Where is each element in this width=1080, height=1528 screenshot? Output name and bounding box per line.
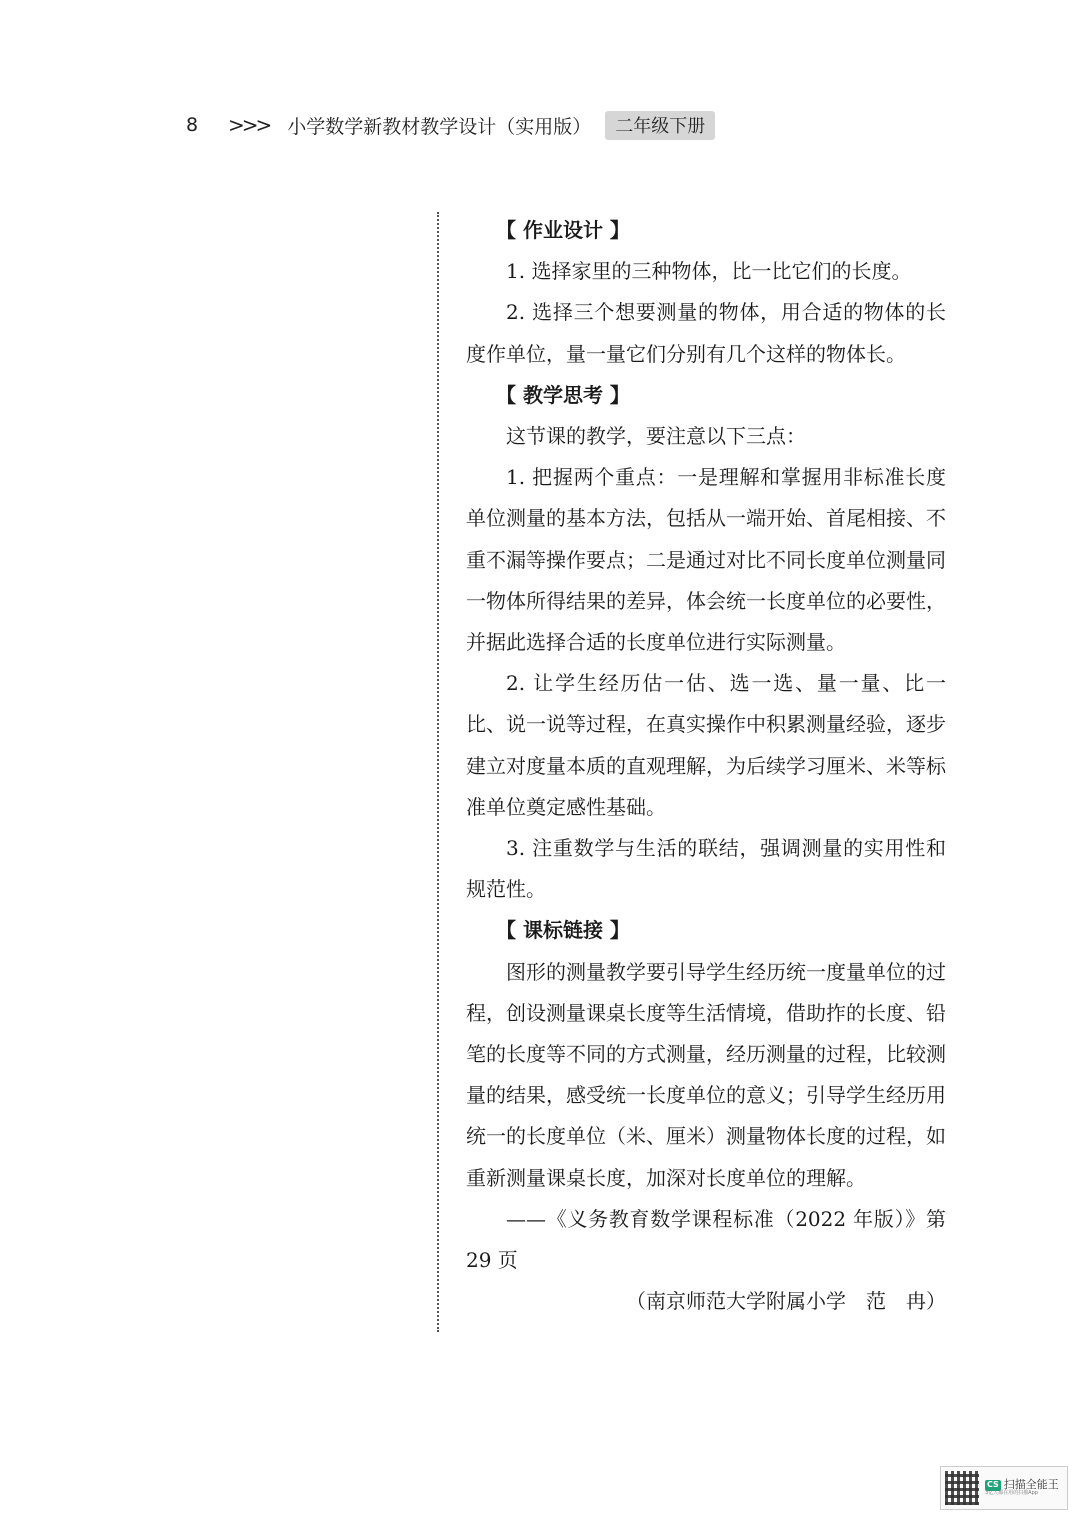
page-header bbox=[186, 108, 715, 142]
reflection-heading: 【 教学思考 】 bbox=[496, 382, 630, 407]
homework-heading: 【 作业设计 】 bbox=[496, 218, 630, 242]
grade-badge: 二年级下册 bbox=[605, 111, 715, 140]
reflection-intro: 这节课的教学，要注意以下三点： bbox=[506, 424, 806, 449]
standard-paragraph: 图形的测量教学要引导学生经历统一度量单位的过程，创设测量课桌长度等生活情境，借助拃的长度、铅笔的长度等不同的方式测量，经历测量的过程，比较测量的结果，感受统一长度单位的意义；引导学生经历用统一的长度单位（米、厘米）测量物体长度的过程，如重新测量课桌长度，加深对长度单位的理解。 bbox=[466, 959, 946, 1190]
reflection-point-1: 1. 把握两个重点：一是理解和掌握用非标准长度单位测量的基本方法，包括从一端开始、首尾相接、不重不漏等操作要点；二是通过对比不同长度单位测量同一物体所得结果的差异，体会统一长度单位的必要性，并据此选择合适的长度单位进行实际测量。 bbox=[466, 465, 946, 655]
standard-citation: ——《义务教育数学课程标准（2022 年版）》第 29 页 bbox=[466, 1206, 946, 1273]
chevron-icon: >>> bbox=[228, 113, 270, 137]
page-number: 8 bbox=[186, 114, 199, 136]
standard-heading: 【 课标链接 】 bbox=[496, 918, 630, 943]
watermark-slogan: 3亿人都在用的扫描App bbox=[985, 1490, 1038, 1497]
reflection-point-3: 3. 注重数学与生活的联结，强调测量的实用性和规范性。 bbox=[466, 836, 946, 902]
homework-item-2: 2. 选择三个想要测量的物体，用合适的物体的长度作单位，量一量它们分别有几个这样的物体长。 bbox=[466, 300, 946, 366]
camscanner-logo-icon: CS bbox=[987, 1479, 999, 1489]
page-content bbox=[466, 210, 946, 1322]
dotted-divider bbox=[437, 212, 439, 1332]
homework-item-1: 1. 选择家里的三种物体，比一比它们的长度。 bbox=[506, 259, 912, 284]
watermark-brand: 扫描全能王 bbox=[1003, 1478, 1059, 1492]
author-credit: （南京师范大学附属小学 范 冉） bbox=[626, 1289, 946, 1314]
qr-code-icon bbox=[945, 1471, 979, 1505]
reflection-point-2: 2. 让学生经历估一估、选一选、量一量、比一比、说一说等过程，在真实操作中积累测量经验，逐步建立对度量本质的直观理解，为后续学习厘米、米等标准单位奠定感性基础。 bbox=[466, 671, 946, 819]
scanner-watermark bbox=[940, 1466, 1068, 1510]
book-title: 小学数学新教材教学设计（实用版） bbox=[287, 115, 592, 138]
